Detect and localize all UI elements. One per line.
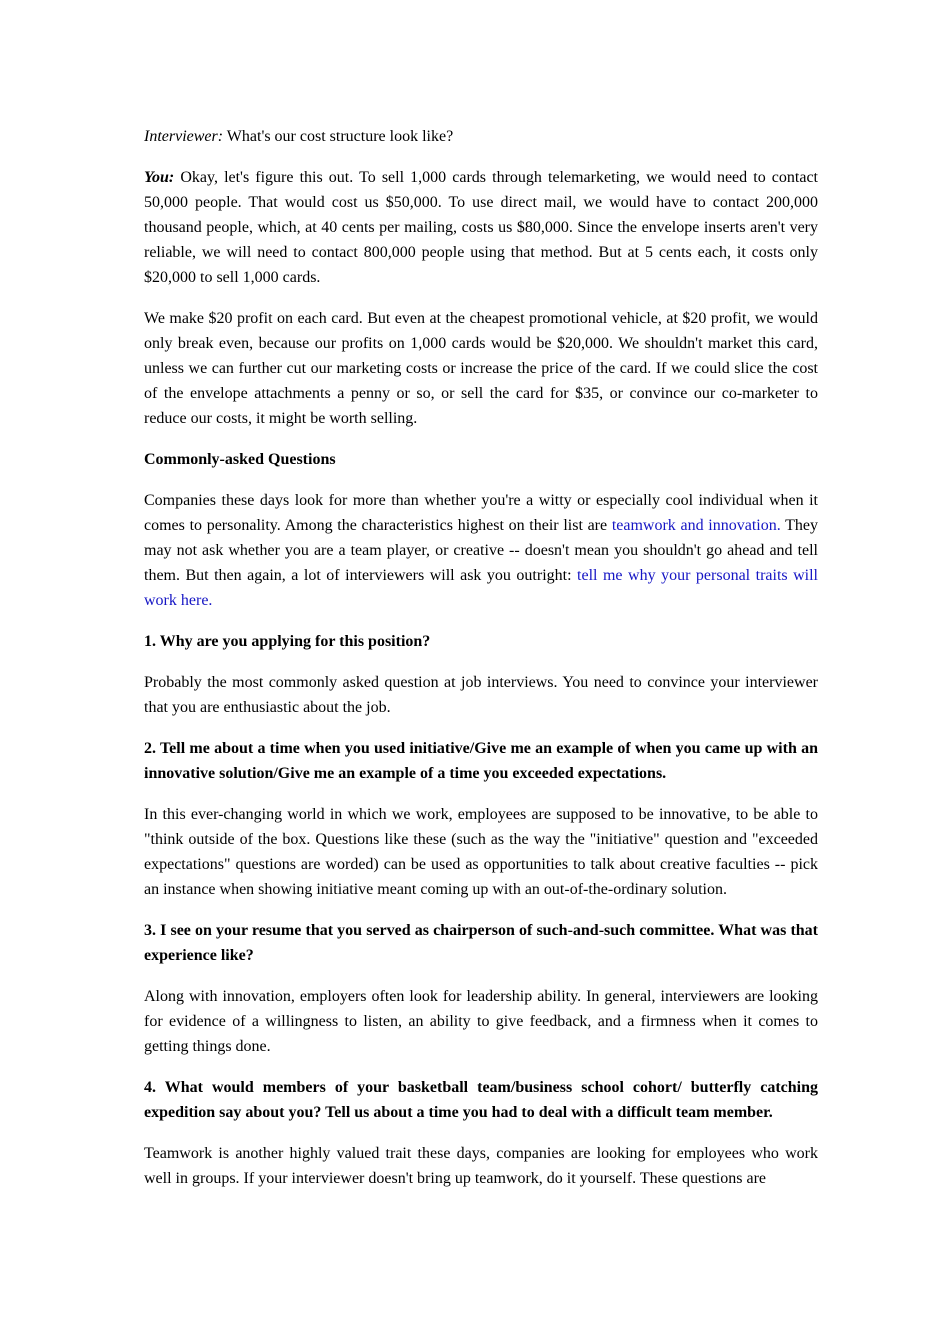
question-3-answer: Along with innovation, employers often look for leadership ability. In general, interviewers are looking for evidence of a willingness to listen, an ability to give feedback, and a firmness when it comes to getting things done. [144,988,818,1055]
intro-paragraph [144,488,818,613]
teamwork-innovation-link[interactable]: teamwork and innovation. [611,517,781,534]
intro-text-1: Companies these days look for more than whether you're a witty or especially cool individual when it comes to personality. Among the characteristics highest on their list are [144,492,818,534]
question-1-answer: Probably the most commonly asked question at job interviews. You need to convince your interviewer that you are enthusiastic about the job. [144,674,818,716]
you-text: Okay, let's figure this out. To sell 1,000 cards through telemarketing, we would need to contact 50,000 people. That would cost us $50,000. To use direct mail, we would have to contact 200,000 thousand people, which, at 40 cents per mailing, costs us $80,000. Since the envelope inserts aren't very reliable, we will need to contact 800,000 people using that method. But at 5 cents each, it costs only $20,000 to sell 1,000 cards. [144,169,818,286]
section-heading: Commonly-asked Questions [144,451,336,468]
document-page [144,124,818,1207]
question-4-heading: 4. What would members of your basketball team/business school cohort/ butterfly catching expedition say about you? Tell us about a time you had to deal with a difficult team member. [144,1079,818,1121]
question-2-heading: 2. Tell me about a time when you used initiative/Give me an example of when you came up with an innovative solution/Give me an example of a time you exceeded expectations. [144,740,818,782]
question-2-answer: In this ever-changing world in which we work, employees are supposed to be innovative, to be able to "think outside of the box. Questions like these (such as the way the "initiative" question and "exceeded expectations" questions are worded) can be used as opportunities to talk about creative faculties -- pick an instance when showing initiative meant coming up with an out-of-the-ordinary solution. [144,806,818,898]
question-4-answer: Teamwork is another highly valued trait these days, companies are looking for employees who work well in groups. If your interviewer doesn't bring up teamwork, do it yourself. These questions are [144,1145,818,1187]
intro-text-2: They may not ask whether you are a team player, or creative -- doesn't mean you shouldn't go ahead and tell them. But then again, a lot of interviewers will ask you outright: [144,517,818,584]
interviewer-text: What's our cost structure look like? [223,128,454,145]
question-3-heading: 3. I see on your resume that you served as chairperson of such-and-such committee. What was that experience like? [144,922,818,964]
you-answer [144,165,818,290]
personal-traits-link[interactable]: tell me why your personal traits will work here. [144,567,819,609]
you-speaker: You: [144,169,175,186]
profit-paragraph: We make $20 profit on each card. But even at the cheapest promotional vehicle, at $20 profit, we would only break even, because our profits on 1,000 cards would be $20,000. We shouldn't market this card, unless we can further cut our marketing costs or increase the price of the card. If we could slice the cost of the envelope attachments a penny or so, or sell the card for $35, or convince our co-marketer to reduce our costs, it might be worth selling. [144,310,818,427]
interviewer-speaker: Interviewer: [144,128,224,145]
question-1-heading: 1. Why are you applying for this position? [144,633,431,650]
interviewer-line [144,124,818,149]
